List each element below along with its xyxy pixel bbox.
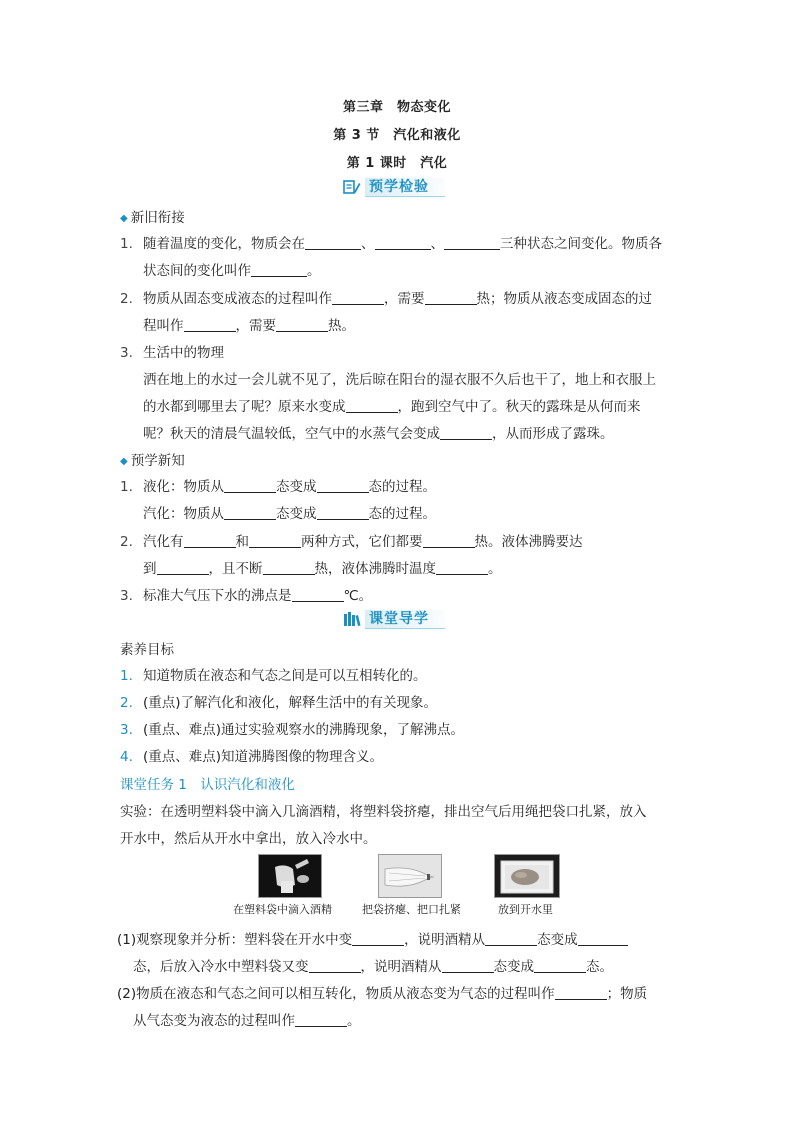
new-2-line-2: 到 ，且不断 热，液体沸腾时温度 。 bbox=[143, 561, 502, 577]
blank[interactable] bbox=[485, 931, 537, 946]
lesson-title: 第 1 课时 汽化 bbox=[346, 156, 448, 171]
experiment-line-2: 开水中，然后从开水中拿出，放入冷水中。 bbox=[120, 831, 377, 847]
question-2-line-1: 2. 物质从固态变成液态的过程叫作 ，需要 热；物质从液态变成固态的过 bbox=[120, 291, 652, 307]
blank[interactable] bbox=[425, 290, 477, 305]
question-3-line-1: 洒在地上的水过一会儿就不见了，洗后晾在阳台的湿衣服不久后也干了，地上和衣服上 bbox=[143, 372, 656, 388]
goals-title: 素养目标 bbox=[120, 642, 174, 658]
blank[interactable] bbox=[184, 533, 236, 548]
blank[interactable] bbox=[444, 235, 500, 250]
question-3-title: 3. 生活中的物理 bbox=[120, 345, 224, 361]
blank[interactable] bbox=[224, 505, 276, 520]
notebook-pencil-icon bbox=[343, 179, 361, 195]
blank[interactable] bbox=[534, 958, 586, 973]
blank[interactable] bbox=[309, 958, 361, 973]
books-icon bbox=[343, 611, 361, 627]
new-3-line-1: 3. 标准大气压下水的沸点是 ℃。 bbox=[120, 588, 373, 604]
part-2-line-2: 从气态变为液态的过程叫作 。 bbox=[133, 1013, 361, 1029]
blank[interactable] bbox=[317, 505, 369, 520]
preview-banner bbox=[343, 177, 445, 197]
question-3-line-2: 的水都到哪里去了呢？原来水变成 ，跑到空气中了。秋天的露珠是从何而来 bbox=[143, 399, 641, 415]
goal-item: 4. (重点、难点)知道沸腾图像的物理含义。 bbox=[120, 749, 384, 765]
blank[interactable] bbox=[423, 533, 475, 548]
new-1-line-1: 1. 液化：物质从 态变成 态的过程。 bbox=[120, 479, 436, 495]
subheading-new-knowledge: ◆ 预学新知 bbox=[120, 453, 185, 469]
blank[interactable] bbox=[295, 1012, 347, 1027]
blank[interactable] bbox=[346, 398, 398, 413]
blank[interactable] bbox=[436, 560, 488, 575]
blank[interactable] bbox=[263, 560, 315, 575]
caption-tied-bag: 把袋挤瘪、把口扎紧 bbox=[362, 903, 461, 916]
blank[interactable] bbox=[251, 262, 307, 277]
goal-item: 1. 知道物质在液态和气态之间是可以互相转化的。 bbox=[120, 668, 427, 684]
question-1-line-1: 1. 随着温度的变化，物质会在 、 、 三种状态之间变化。物质各 bbox=[120, 236, 662, 252]
photo-tied-bag bbox=[378, 854, 442, 898]
blank[interactable] bbox=[332, 290, 384, 305]
blank[interactable] bbox=[352, 931, 404, 946]
new-1-line-2: 汽化：物质从 态变成 态的过程。 bbox=[143, 506, 436, 522]
photo-in-hot-water bbox=[494, 854, 560, 898]
blank[interactable] bbox=[184, 317, 236, 332]
blank[interactable] bbox=[555, 985, 607, 1000]
experiment-line-1: 实验：在透明塑料袋中滴入几滴酒精，将塑料袋挤瘪，排出空气后用绳把袋口扎紧，放入 bbox=[120, 804, 647, 820]
caption-dropping-alcohol: 在塑料袋中滴入酒精 bbox=[233, 903, 332, 916]
section-title: 第 3 节 汽化和液化 bbox=[333, 128, 461, 143]
blank[interactable] bbox=[442, 958, 494, 973]
blank[interactable] bbox=[317, 478, 369, 493]
diamond-icon: ◆ bbox=[120, 213, 128, 224]
task-1-heading: 课堂任务 1 认识汽化和液化 bbox=[120, 777, 295, 793]
blank[interactable] bbox=[578, 931, 628, 946]
part-2-line-1: (2)物质在液态和气态之间可以相互转化，物质从液态变为气态的过程叫作 ；物质 bbox=[117, 986, 648, 1002]
question-1-line-2: 状态间的变化叫作 。 bbox=[143, 263, 321, 279]
blank[interactable] bbox=[157, 560, 209, 575]
classroom-banner-label: 课堂导学 bbox=[365, 610, 445, 629]
part-1-line-2: 态，后放入冷水中塑料袋又变 ，说明酒精从 态变成 态。 bbox=[133, 959, 613, 975]
new-2-line-1: 2. 汽化有 和 两种方式，它们都要 热。液体沸腾要达 bbox=[120, 534, 583, 550]
goal-item: 2. (重点)了解汽化和液化，解释生活中的有关现象。 bbox=[120, 695, 438, 711]
goal-item: 3. (重点、难点)通过实验观察水的沸腾现象，了解沸点。 bbox=[120, 722, 465, 738]
question-3-line-3: 呢？秋天的清晨气温较低，空气中的水蒸气会变成 ，从而形成了露珠。 bbox=[143, 426, 614, 442]
blank[interactable] bbox=[375, 235, 431, 250]
blank[interactable] bbox=[292, 587, 344, 602]
blank[interactable] bbox=[276, 317, 328, 332]
photo-dropping-alcohol bbox=[258, 854, 322, 898]
blank[interactable] bbox=[249, 533, 301, 548]
caption-in-hot-water: 放到开水里 bbox=[498, 903, 553, 916]
blank[interactable] bbox=[440, 425, 492, 440]
blank[interactable] bbox=[305, 235, 361, 250]
subheading-old-new: ◆ 新旧衔接 bbox=[120, 210, 185, 226]
preview-banner-label: 预学检验 bbox=[365, 178, 445, 197]
diamond-icon: ◆ bbox=[120, 456, 128, 467]
chapter-title: 第三章 物态变化 bbox=[342, 100, 451, 115]
question-2-line-2: 程叫作 ，需要 热。 bbox=[143, 318, 355, 334]
classroom-banner bbox=[343, 609, 445, 629]
part-1-line-1: (1)观察现象并分析：塑料袋在开水中变 ，说明酒精从 态变成 bbox=[117, 928, 628, 948]
blank[interactable] bbox=[224, 478, 276, 493]
